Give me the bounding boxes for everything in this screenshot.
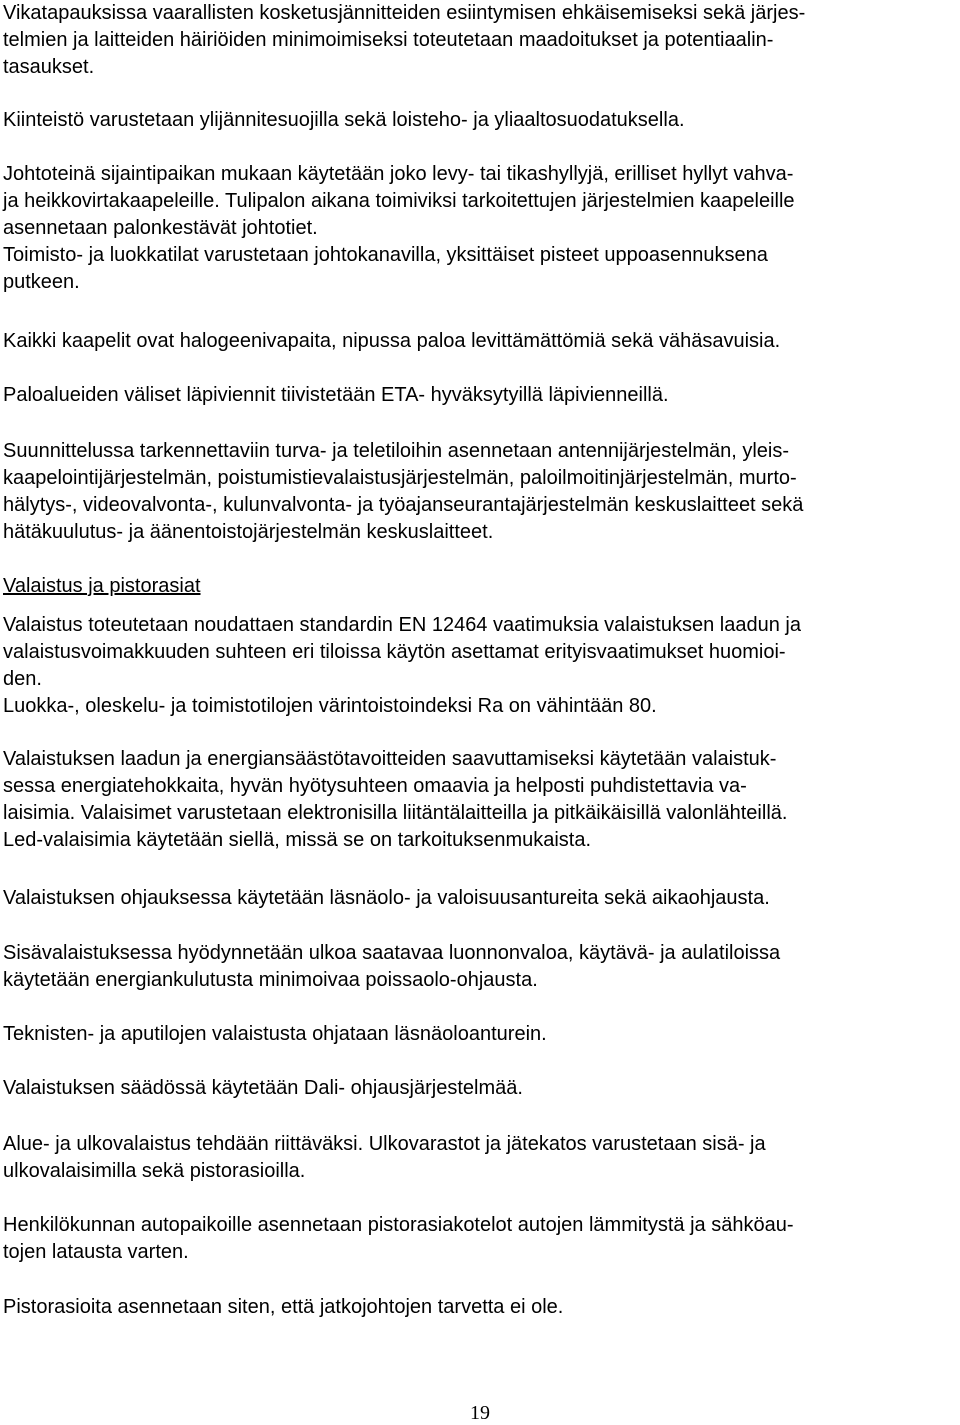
paragraph — [3, 1131, 766, 1185]
text-line: Kiinteistö varustetaan ylijännitesuojilla sekä loisteho- ja yliaaltosuodatuksella. — [3, 109, 685, 131]
text-line: Valaistuksen laadun ja energiansäästötavoitteiden saavuttamiseksi käytetään valaistuk- — [3, 748, 777, 770]
paragraph — [3, 0, 805, 81]
text-line: Led-valaisimia käytetään siellä, missä se on tarkoituksenmukaista. — [3, 829, 592, 851]
text-line: Valaistuksen säädössä käytetään Dali- ohjausjärjestelmää. — [3, 1077, 523, 1099]
text-line: Suunnittelussa tarkennettaviin turva- ja teletiloihin asennetaan antennijärjestelmän, yleis- — [3, 440, 790, 462]
text-line: hätäkuulutus- ja äänentoistojärjestelmän keskuslaitteet. — [3, 521, 494, 543]
text-line: tasaukset. — [3, 56, 95, 78]
text-line: hälytys-, videovalvonta-, kulunvalvonta- ja työajanseurantajärjestelmän keskuslaitteet sekä — [3, 494, 804, 516]
text-line: Paloalueiden väliset läpiviennit tiivistetään ETA- hyväksytyillä läpivienneillä. — [3, 384, 669, 406]
paragraph — [3, 382, 669, 409]
text-line: Valaistus toteutetaan noudattaen standardin EN 12464 vaatimuksia valaistuksen laadun ja — [3, 614, 801, 636]
text-line: asennetaan palonkestävät johtotiet. — [3, 217, 318, 239]
paragraph — [3, 1294, 563, 1321]
text-line: sessa energiatehokkaita, hyvän hyötysuhteen omaavia ja helposti puhdistettavia va- — [3, 775, 747, 797]
text-line: Luokka-, oleskelu- ja toimistotilojen värintoistoindeksi Ra on vähintään 80. — [3, 695, 657, 717]
paragraph — [3, 885, 770, 912]
text-line: ja heikkovirtakaapeleille. Tulipalon aikana toimiviksi tarkoitettujen järjestelmien kaapeleille — [3, 190, 795, 212]
text-line: Johtoteinä sijaintipaikan mukaan käytetään joko levy- tai tikashyllyjä, erilliset hyllyt vahva- — [3, 163, 794, 185]
text-line: Alue- ja ulkovalaistus tehdään riittäväksi. Ulkovarastot ja jätekatos varustetaan sisä- ja — [3, 1133, 766, 1155]
text-line: Henkilökunnan autopaikoille asennetaan pistorasiakotelot autojen lämmitystä ja sähköau- — [3, 1214, 794, 1236]
paragraph — [3, 438, 803, 546]
paragraph — [3, 940, 780, 994]
page-number: 19 — [470, 1402, 490, 1424]
text-line: ulkovalaisimilla sekä pistorasioilla. — [3, 1160, 306, 1182]
paragraph — [3, 328, 780, 355]
paragraph — [3, 1212, 794, 1266]
text-line: tojen latausta varten. — [3, 1241, 189, 1263]
text-line: valaistusvoimakkuuden suhteen eri tiloissa käytön asettamat erityisvaatimukset huomioi- — [3, 641, 786, 663]
text-line: putkeen. — [3, 271, 80, 293]
paragraph — [3, 1021, 547, 1048]
text-line: telmien ja laitteiden häiriöiden minimoimiseksi toteutetaan maadoitukset ja potentiaalin- — [3, 29, 774, 51]
paragraph — [3, 746, 787, 854]
text-line: kaapelointijärjestelmän, poistumistievalaistusjärjestelmän, paloilmoitinjärjestelmän, murto- — [3, 467, 797, 489]
text-line: laisimia. Valaisimet varustetaan elektronisilla liitäntälaitteilla ja pitkäikäisillä valonlähteillä. — [3, 802, 788, 824]
text-line: käytetään energiankulutusta minimoivaa poissaolo-ohjausta. — [3, 969, 538, 991]
paragraph — [3, 612, 801, 720]
text-line: den. — [3, 668, 42, 690]
paragraph — [3, 161, 795, 296]
section-heading — [3, 573, 201, 600]
text-line: Pistorasioita asennetaan siten, että jatkojohtojen tarvetta ei ole. — [3, 1296, 564, 1318]
paragraph — [3, 1075, 523, 1102]
text-line: Kaikki kaapelit ovat halogeenivapaita, nipussa paloa levittämättömiä sekä vähäsavuisia. — [3, 330, 781, 352]
text-line: Valaistuksen ohjauksessa käytetään läsnäolo- ja valoisuusantureita sekä aikaohjausta. — [3, 887, 770, 909]
text-line: Teknisten- ja aputilojen valaistusta ohjataan läsnäoloanturein. — [3, 1023, 547, 1045]
text-line: Sisävalaistuksessa hyödynnetään ulkoa saatavaa luonnonvaloa, käytävä- ja aulatiloissa — [3, 942, 781, 964]
text-line: Toimisto- ja luokkatilat varustetaan johtokanavilla, yksittäiset pisteet uppoasennuksena — [3, 244, 768, 266]
text-line: Vikatapauksissa vaarallisten kosketusjännitteiden esiintymisen ehkäisemiseksi sekä järjes- — [3, 2, 806, 24]
section-heading-text: Valaistus ja pistorasiat — [3, 575, 201, 597]
paragraph — [3, 107, 685, 134]
